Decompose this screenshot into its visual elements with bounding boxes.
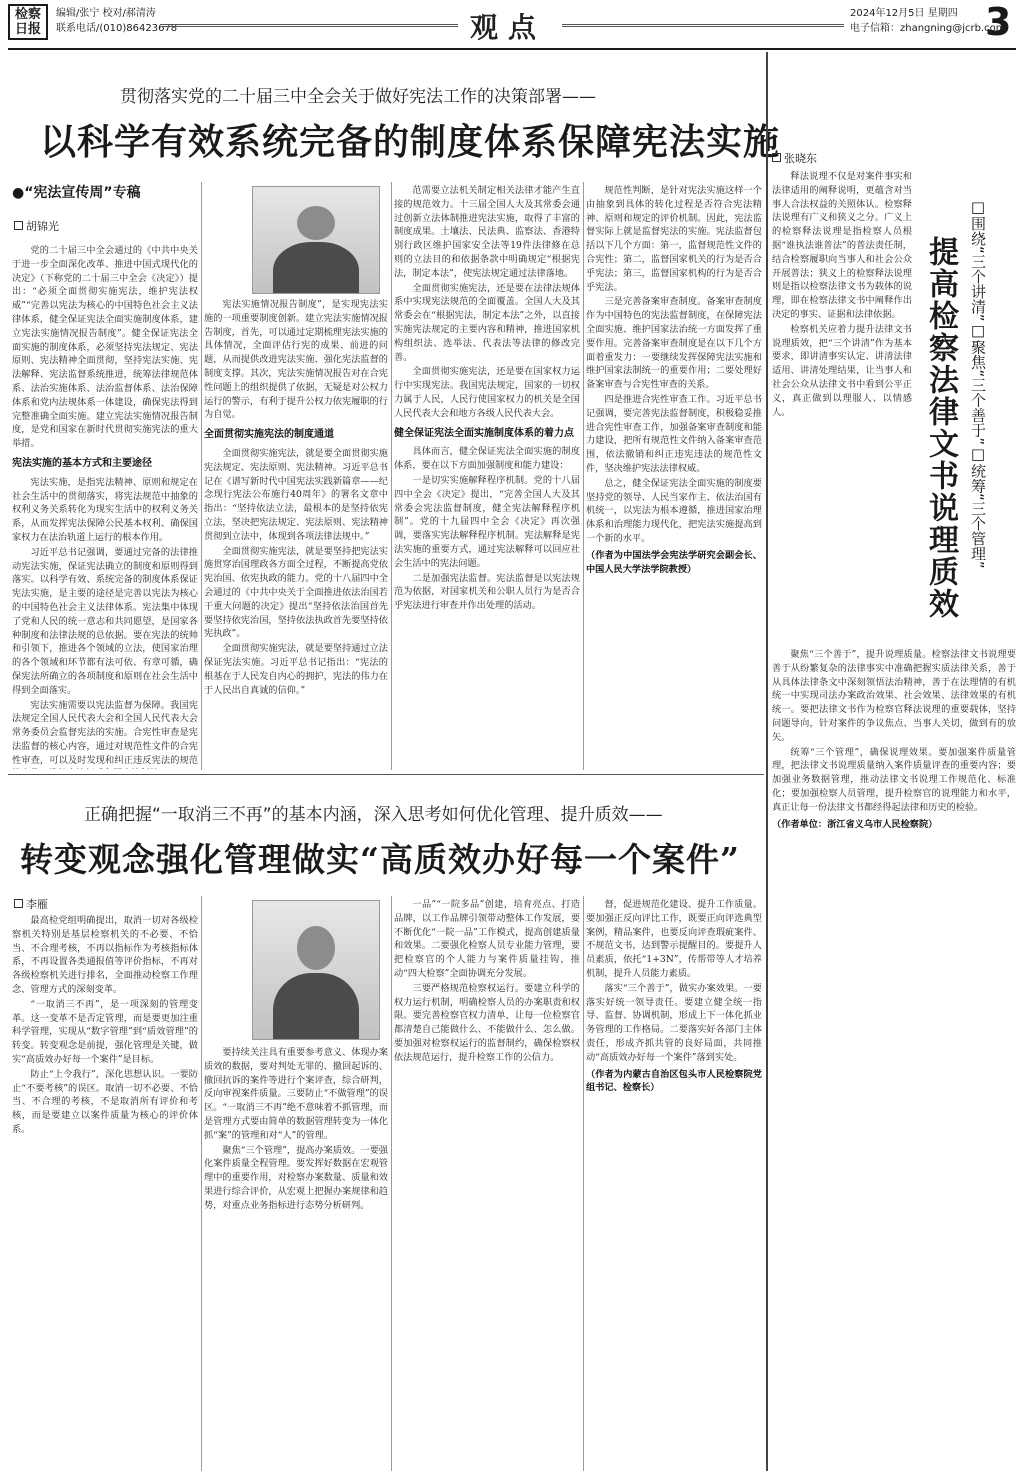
- paragraph: 范需要立法机关制定相关法律才能产生直接的规范效力。十三届全国人大及其常委会通过创新立法体制推进宪法实施，取得了丰富的制度成果。土壤法、民法典、监察法、香港特别行政区维护国家安全法等19件法律修在总则的立法目的和依据条款中明确规定“根据宪法，制定本法”，使宪法规定通过法律落地。: [394, 185, 580, 279]
- paragraph: 全面贯彻实施宪法，就是要坚持通过立法保证宪法实施。习近平总书记指出：“宪法的根基在于人民发自内心的拥护，宪法的伟力在于人民出自真诚的信仰。”: [204, 643, 388, 696]
- paragraph: 党的二十届三中全会通过的《中共中央关于进一步全面深化改革、推进中国式现代化的决定》（下称党的二十届三中全会《决定》）提出：“必须全面贯彻实施宪法，维护宪法权威”“完善以宪法为核心的中国特色社会主义法律体系，健全保证宪法全面实施制度体系，建立宪法实施情况报告制度”。健全保证宪法全面实施的制度体系，必须坚持宪法规定、宪法原则、宪法精神全面贯彻，坚持宪法实施、宪法解释、宪法监督系统推进，统筹法律规范体系、法治实施体系、法治监督体系、法治保障体系和党内法规体系一体建设，确保宪法得到完整准确全面实施。建立宪法实施情况报告制度，是党和国家在新时代贯彻实施宪法的重大举措。: [12, 245, 198, 450]
- article1-author-note: （作者为中国法学会宪法学研究会副会长、中国人民大学法学院教授）: [586, 549, 762, 575]
- paragraph: 防止“上令我行”，深化思想认识。一要防止“不要考核”的误区。取消一切不必要、不恰当、不合理的考核，不是取消所有评价和考核，而是要建立以案件质量为核心的评价体系。: [12, 1068, 198, 1135]
- article1-subheading-1: 宪法实施的基本方式和主要途径: [12, 457, 152, 469]
- paragraph: 督，促进规范化建设、提升工作质量。要加强正反向评比工作，既要正向评选典型案例，精品案件，也要反向评查瑕疵案件、不规范文书，达到警示提醒目的。要提升人员素质，依托“1+3N”，传帮带等人才培养机制，提升人员能力素质。: [586, 899, 762, 979]
- photo-head: [297, 926, 335, 970]
- paragraph: 三要严格规范检察权运行。要建立科学的权力运行机制，明确检察人员的办案职责和权限。要完善检察官权力清单，让每一位检察官都清楚自己能做什么、不能做什么、怎么做。要加强对检察权运行的监督制约，确保检察权依法规范运行，提升检察工作的公信力。: [394, 982, 580, 1063]
- article1-headline: 以科学有效系统完备的制度体系保障宪法实施: [40, 121, 781, 163]
- paragraph: 落实“三个善于”，做实办案效果。一要落实好统一领导责任。要建立健全统一指导、监督、协调机制，形成上下一体化抓业务管理的工作格局。二要落实好各部门主体责任，形成齐抓共管的良好局面，共同推动“高质效办好每一个案件”落到实处。: [586, 982, 762, 1063]
- editors-line: 编辑/张宁 校对/郝清涛: [56, 8, 156, 19]
- byline-box-icon: [14, 899, 23, 908]
- paragraph: 一是切实实施解释程序机制。党的十八届四中全会《决定》提出，“完善全国人大及其常委会宪法监督制度，健全宪法解释程序机制”。党的十九届四中全会《决定》再次强调，要落实宪法解释程序机制。宪法解释是宪法实施的重要方式，通过宪法解释可以回应社会生活中的宪法问题。: [394, 474, 580, 569]
- article3-author: 张晓东: [784, 152, 817, 165]
- paragraph: 全面贯彻实施宪法，就是要全面贯彻实施宪法规定、宪法原则、宪法精神。习近平总书记在《谱写新时代中国宪法实践新篇章——纪念现行宪法公布施行40周年》的署名文章中指出：“坚持依法立法，最根本的是坚持依宪立法，坚决把宪法规定、宪法原则、宪法精神贯彻到立法中，体现到各项法律法规中。”: [204, 447, 388, 542]
- contact-email: 电子信箱：zhangning@jcrb.com: [850, 23, 1006, 34]
- column-divider: [391, 182, 392, 770]
- article1-tag: ●“宪法宣传周”专稿: [12, 185, 141, 201]
- article1-author: 胡锦光: [26, 220, 59, 233]
- article2-column-1: [12, 914, 198, 1469]
- paragraph: 三是完善备案审查制度。备案审查制度作为中国特色的宪法监督制度，在保障宪法全面实施、维护国家法治统一方面发挥了重要作用。完善备案审查制度是在以下几个方面着重发力：一要继续发挥保障宪法实施和维护国家法制统一的重要作用；二要处理好备案审查与合宪性审查的关系。: [586, 296, 762, 391]
- article2-author-note: （作者为内蒙古自治区包头市人民检察院党组书记、检察长）: [586, 1068, 762, 1094]
- article1-byline: [14, 218, 59, 234]
- paragraph: 规范性判断，是针对宪法实施这样一个由抽象到具体的转化过程是否符合宪法精神、原则和规定的评价机制。因此，宪法监督实际上就是监督宪法的实施。宪法监督包括以下几个方面：第一，监督规范性文件的合宪性；第二，监督国家机关的行为是否合乎宪法；第三，监督国家机构的行为是否合乎宪法。: [586, 185, 762, 293]
- article2-byline: [14, 896, 48, 912]
- author-photo: [252, 900, 380, 1040]
- article2-author: 李雁: [26, 898, 48, 911]
- paragraph: 聚焦“三个管理”，提高办案质效。一要强化案件质量全程管理。要发挥好数据在宏观管理中的重要作用，对检察办案数量、质量和效果进行综合评价，从宏观上把握办案规律和趋势，对重点业务指标进行态势分析研判。: [204, 1144, 388, 1211]
- author-photo: [252, 186, 380, 294]
- article1-kicker: 贯彻落实党的二十届三中全会关于做好宪法工作的决策部署——: [120, 87, 596, 107]
- article1-column-2: [204, 298, 388, 769]
- article1-subheading-3: 健全保证宪法全面实施制度体系的着力点: [394, 427, 574, 439]
- photo-body: [273, 242, 359, 294]
- paragraph: 最高检党组明确提出，取消一切对各级检察机关特别是基层检察机关的不必要、不恰当、不合理考核，不再以指标作为考核指标体系，不再设置各类通报值等评价指标，不再对各级检察机关进行排名，全面推动检察工作理念、管理方式的深刻变革。: [12, 915, 198, 995]
- editor-info: [56, 6, 177, 36]
- column-divider: [201, 182, 202, 770]
- article1-subheading-2: 全面贯彻实施宪法的制度通道: [204, 429, 334, 441]
- column-divider: [391, 896, 392, 1471]
- paragraph: 宪法实施情况报告制度”，是实现宪法实施的一项重要制度创新。建立宪法实施情况报告制度，首先，可以通过定期梳理宪法实施的具体情况，全面评估行宪的成果、前进的问题，从而提供改进宪法实施、强化宪法监督的制度支撑。其次，宪法实施情况报告对在合宪性问题上的组织提供了依据，无疑是对公权力运行的警示，有利于提升公权力依宪履职的行为自觉。: [204, 299, 388, 421]
- byline-box-icon: [772, 153, 781, 162]
- article2-column-3: [394, 898, 580, 1469]
- photo-head: [297, 206, 335, 240]
- article2-headline: 转变观念强化管理做实“高质效办好每一个案件”: [20, 840, 740, 879]
- article1-column-3: [394, 184, 580, 769]
- paragraph: 释法说理不仅是对案件事实和法律适用的阐释说明，更蕴含对当事人合法权益的关照体认。检察释法说理有广义和狭义之分。广义上的检察释法说理是指检察人员根据“谁执法谁普法”的普法责任制，结合检察履职向当事人和社会公众开展普法；狭义上的检察释法说理则是指以检察法律文书为载体的说理，即在检察法律文书中阐释作出决定的事实、证据和法律依据。: [772, 171, 912, 320]
- column-divider: [583, 896, 584, 1471]
- paragraph: 全面贯彻实施宪法，就是要坚持把宪法实施贯穿治国理政各方面全过程，不断提高党依宪治国、依宪执政的能力。党的十八届四中全会通过的《中共中央关于全面推进依法治国若干重大问题的决定》提出“坚持依法治国首先要坚持依宪治国，坚持依法执政首先要坚持依宪执政”。: [204, 545, 388, 640]
- header-rule-right: [562, 24, 844, 27]
- article3-column-top: [772, 170, 912, 640]
- paragraph: 四是推进合宪性审查工作。习近平总书记强调，要完善宪法监督制度，积极稳妥推进合宪性审查工作，加强备案审查制度和能力建设，把所有规范性文件纳入备案审查范围，依法撤销和纠正违宪违法的规范性文件，坚决维护宪法法律权威。: [586, 393, 762, 474]
- paragraph: 要持续关注具有重要参考意义、体现办案质效的数据，要对判处无罪的、撤回起诉的、撤回抗诉的案件等进行个案评查，综合研判，反向审视案件质量。三要防止“不做管理”的误区。“一取消三不再”绝不意味着不抓管理，而是管理方式要由简单的数据管理转变为一体化抓“案”的管理和对“人”的管理。: [204, 1047, 388, 1141]
- article3-author-note: （作者单位：浙江省义乌市人民检察院）: [772, 818, 938, 830]
- article1-column-1: [12, 244, 198, 769]
- paragraph: 检察机关应着力提升法律文书说理质效，把“三个讲清”作为基本要求，即讲清事实认定、讲清法律适用、讲清处理结果，让当事人和社会公众从法律文书中看到公平正义，真正做到以理服人、以情感人。: [772, 323, 912, 418]
- paragraph: 宪法实施，是指宪法精神、原则和规定在社会生活中的贯彻落实，将宪法规范中抽象的权利义务关系转化为现实生活中的权利义务关系，从而发挥宪法保障公民基本权利、确保国家权力在法治轨道上运行的根本作用。: [12, 476, 198, 543]
- byline-box-icon: [14, 221, 23, 230]
- paragraph: 宪法实施需要以宪法监督为保障。我国宪法规定全国人民代表大会和全国人民代表大会常务委员会监督宪法的实施。合宪性审查是宪法监督的核心内容，通过对规范性文件的合宪性审查，可以及时发现和纠正违反宪法的规范: [12, 699, 198, 766]
- section-title: 观点: [470, 11, 547, 44]
- paragraph: “一取消三不再”，是一项深刻的管理变革。这一变革不是否定管理，而是要更加注重科学管理，实现从“数字管理”到“质效管理”的转变。转变观念是前提，强化管理是关键，做实“高质效办好每一个案件”是目标。: [12, 998, 198, 1065]
- paragraph: 二是加强宪法监督。宪法监督是以宪法规范为依据，对国家机关和公职人员行为是否合乎宪法进行审查并作出处理的活动。: [394, 572, 580, 612]
- article2-column-2: [204, 1046, 388, 1469]
- paragraph: 具体而言，健全保证宪法全面实施的制度体系，要在以下方面加强制度和能力建设：: [394, 446, 580, 472]
- article3-headline: 提高检察法律文书说理质效: [923, 236, 958, 620]
- right-column-divider: [766, 52, 768, 1471]
- header-divider: [8, 48, 1016, 50]
- issue-date: 2024年12月5日 星期四: [850, 8, 958, 19]
- column-divider: [583, 182, 584, 770]
- newspaper-logo: 检察日报: [8, 4, 48, 40]
- article3-column-bottom: [772, 648, 1016, 1463]
- column-divider: [201, 896, 202, 1471]
- article-divider: [8, 774, 764, 775]
- paragraph: 习近平总书记强调，要通过完备的法律推动宪法实施，保证宪法确立的制度和原则得到落实。以科学有效、系统完备的制度体系保证宪法实施，是主要的途径是完善以宪法为核心的中国特色社会主义法律体系。宪法集中体现了党和人民的统一意志和共同愿望，是国家各种制度和法律法规的总依据。要在宪法的统帅和引领下，推进各个领域的立法，使国家治理的各个领域和环节都有法可依、有章可循，确保宪法所确立的各项制度和原则在社会生活中得到全面落实。: [12, 546, 198, 696]
- issue-date-block: [850, 6, 1005, 36]
- paragraph: 一品”“一院多品”创建，培育亮点、打造品牌，以工作品牌引领带动整体工作发展，要不断优化“一院一品”工作模式，提高创建质量和效果。二要强化检察人员专业能力管理，要把检察官的个人能力与案件质量挂钩，推动“四大检察”全面协调充分发展。: [394, 899, 580, 979]
- paragraph: 全面贯彻实施宪法，还是要在法律法规体系中实现宪法规范的全面覆盖。全国人大及其常委会在“根据宪法，制定本法”之外，以直接实施宪法规定的主要内容和精神，推进国家机构组织法、选举法、代表法等法律的修改完善。: [394, 282, 580, 363]
- header-rule-left: [162, 24, 458, 27]
- page-number: 3: [985, 0, 1012, 44]
- masthead: [0, 0, 1024, 50]
- photo-body: [273, 973, 359, 1040]
- paragraph: 统筹“三个管理”，确保说理效果。要加强案件质量管理，把法律文书说理质量纳入案件质量评查的重要内容；要加强业务数据管理，推动法律文书说理工作规范化、标准化；要加强检察人员管理，提升检察官的说理能力和水平，真正让每一份法律文书都经得起法律和历史的检验。: [772, 746, 1016, 813]
- article3-subtitle: □围绕“三个讲清”□聚焦“三个善于”□统筹“三个管理”: [969, 198, 987, 569]
- article2-column-4: [586, 898, 762, 1469]
- paragraph: 全面贯彻实施宪法，还是要在国家权力运行中实现宪法。我国宪法规定，国家的一切权力属于人民，人民行使国家权力的机关是全国人民代表大会和地方各级人民代表大会。: [394, 366, 580, 419]
- paragraph: 聚焦“三个善于”，提升说理质量。检察法律文书说理要善于从纷繁复杂的法律事实中准确把握实质法律关系，善于从具体法律条文中深刻领悟法治精神，善于在法理情的有机统一中实现司法办案政治效果、社会效果、法律效果的有机统一。要把法律文书作为检察官释法说理的重要载体，坚持问题导向，针对案件的争议焦点、当事人关切，做到有的放矢。: [772, 649, 1016, 743]
- article2-kicker: 正确把握“一取消三不再”的基本内涵，深入思考如何优化管理、提升质效——: [84, 805, 663, 825]
- phone-line: 联系电话/(010)86423678: [56, 23, 178, 34]
- article3-byline: [772, 150, 817, 166]
- article1-column-4: [586, 184, 762, 769]
- paragraph: 总之，健全保证宪法全面实施的制度要坚持党的领导、人民当家作主、依法治国有机统一，以宪法为根本遵循，推进国家治理体系和治理能力现代化，把宪法实施提高到一个新的水平。: [586, 477, 762, 544]
